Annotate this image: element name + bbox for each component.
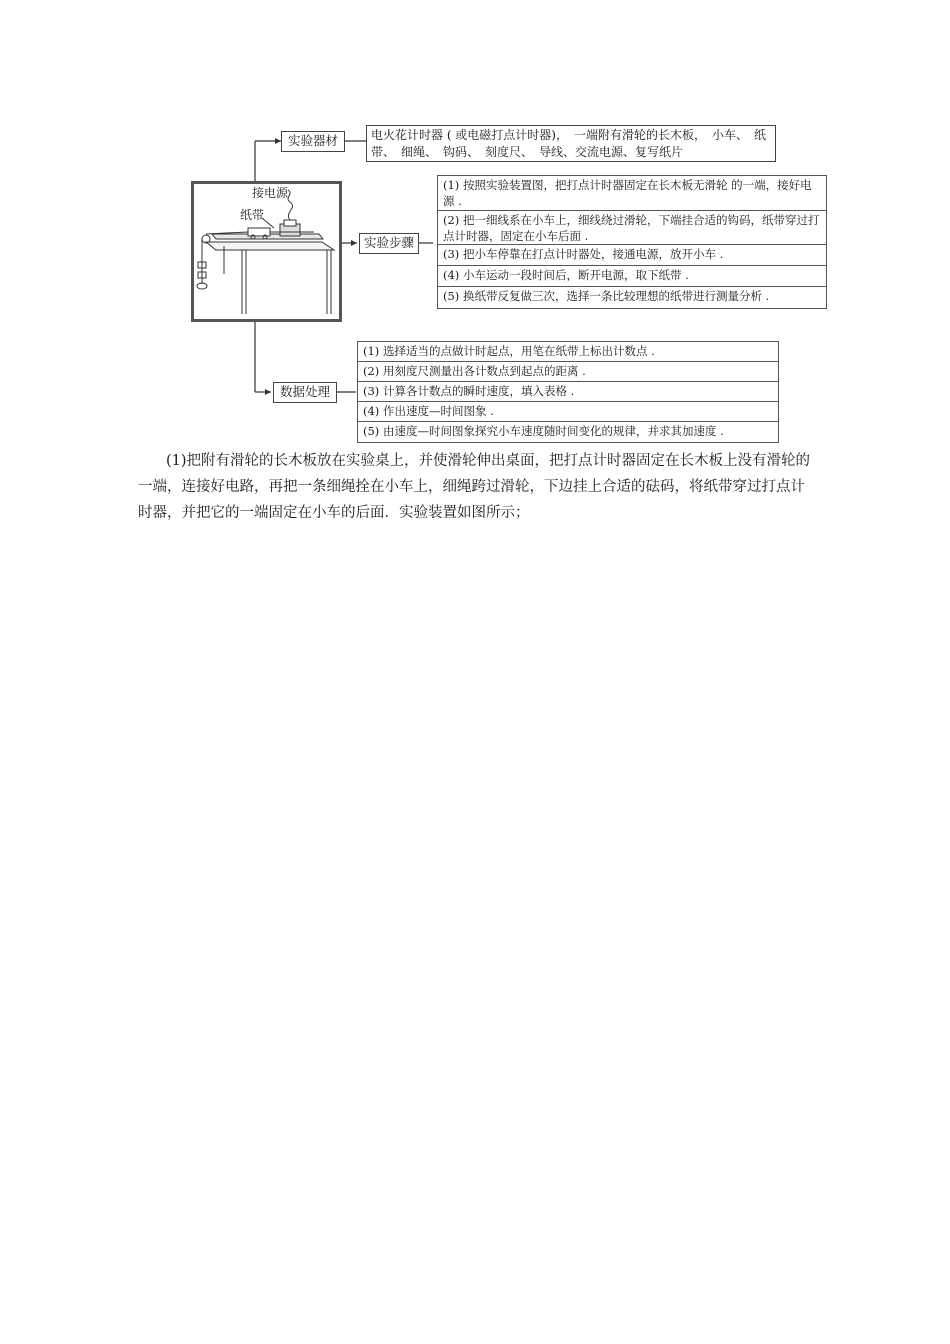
- body-paragraph: [138, 448, 818, 526]
- step-item: (4) 小车运动一段时间后，断开电源，取下纸带 .: [437, 266, 827, 287]
- data-step-item: (5) 由速度—时间图象探究小车速度随时间变化的规律，并求其加速度 .: [357, 422, 779, 443]
- apparatus-text: 电火花计时器 ( 或电磁打点计时器)， 一端附有滑轮的长木板， 小车、 纸带、 细绳、 钩码、 刻度尺、 导线、交流电源、复写纸片: [366, 125, 776, 162]
- step-item: (5) 换纸带反复做三次，选择一条比较理想的纸带进行测量分析 .: [437, 287, 827, 309]
- step-item: (1) 按照实验装置图，把打点计时器固定在长木板无滑轮 的一端，接好电源 .: [437, 175, 827, 211]
- data-step-item: (4) 作出速度—时间图象 .: [357, 402, 779, 422]
- step-item: (2) 把一细线系在小车上，细线绕过滑轮，下端挂合适的钩码，纸带穿过打点计时器，固定在小车后面 .: [437, 211, 827, 245]
- data-step-item: (3) 计算各计数点的瞬时速度，填入表格 .: [357, 382, 779, 402]
- data-step-item: (1) 选择适当的点做计时起点，用笔在纸带上标出计数点 .: [357, 341, 779, 362]
- steps-list: [437, 175, 827, 309]
- power-label: 接电源: [252, 186, 289, 200]
- data-step-item: (2) 用刻度尺测量出各计数点到起点的距离 .: [357, 362, 779, 382]
- tape-label: 纸带: [240, 208, 265, 222]
- setup-illustration: [191, 181, 342, 322]
- data-steps-list: [357, 341, 779, 443]
- steps-label: 实验步骤: [359, 233, 419, 254]
- apparatus-label: 实验器材: [281, 131, 345, 152]
- apparatus-drawing: [194, 184, 339, 319]
- paragraph-text: (1)把附有滑轮的长木板放在实验桌上，并使滑轮伸出桌面，把打点计时器固定在长木板上没有滑轮的一端，连接好电路，再把一条细绳拴在小车上，细绳跨过滑轮，下边挂上合适的砝码，将纸带穿过打点计时器，并把它的一端固定在小车的后面．实验装置如图所示；: [138, 453, 811, 521]
- data-label: 数据处理: [273, 382, 337, 403]
- step-item: (3) 把小车停靠在打点计时器处，接通电源，放开小车 .: [437, 245, 827, 266]
